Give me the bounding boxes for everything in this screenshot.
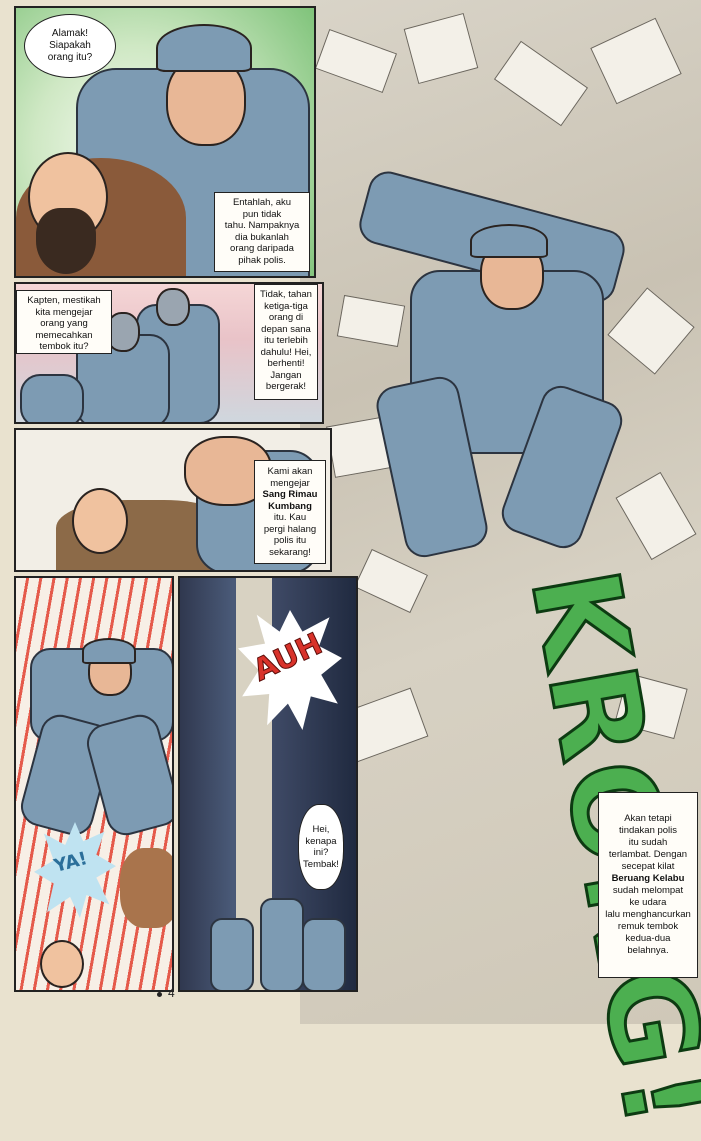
splash-narration-text: sudah melompat ke udara lalu menghancurkan remuk tembok kedua-dua belahnya. bbox=[605, 885, 691, 956]
panel3-caption-text: itu. Kau pergi halang polis itu sekarang! bbox=[263, 512, 317, 558]
wall-debris bbox=[337, 295, 405, 347]
page-dot bbox=[157, 992, 162, 997]
police-officer bbox=[302, 918, 346, 992]
bald-man-head bbox=[40, 940, 84, 988]
bald-man-head bbox=[72, 488, 128, 554]
ya-sound-effect: YA! bbox=[51, 848, 90, 877]
wall-debris bbox=[590, 18, 681, 105]
auh-sound-effect: AUH bbox=[247, 626, 328, 689]
wall-debris bbox=[315, 29, 397, 93]
splash-narration-name: Beruang Kelabu bbox=[611, 873, 685, 884]
panel-4 bbox=[14, 576, 174, 992]
wall-debris bbox=[354, 549, 428, 613]
masked-thug-head bbox=[156, 288, 190, 326]
wall-debris bbox=[494, 41, 588, 127]
brown-figure bbox=[120, 848, 174, 928]
panel3-caption-text: Kami akan mengejar bbox=[267, 466, 313, 489]
police-officer bbox=[210, 918, 254, 992]
speech-bubble: Hei, kenapa ini? Tembak! bbox=[298, 804, 344, 890]
splash-narration-box bbox=[598, 792, 698, 978]
police-officer bbox=[260, 898, 304, 992]
wall-debris bbox=[615, 472, 696, 560]
panel2-caption-right: Tidak, tahan ketiga-tiga orang di depan sana itu terlebih dahulu! Hei, berhenti! Jangan bergerak! bbox=[254, 284, 318, 400]
panel1-caption: Entahlah, aku pun tidak tahu. Nampaknya dia bukanlah orang daripada pihak polis. bbox=[214, 192, 310, 272]
officer-cap bbox=[156, 24, 252, 72]
wall-debris bbox=[404, 13, 479, 84]
splash-narration-text: Akan tetapi tindakan polis itu sudah terlambat. Dengan secepat kilat bbox=[608, 813, 688, 872]
wall-debris bbox=[607, 287, 694, 374]
page-number: 4 bbox=[168, 986, 175, 1000]
panel2-caption-left: Kapten, mestikah kita mengejar orang yang memecahkan tembok itu? bbox=[16, 290, 112, 354]
panel3-caption bbox=[254, 460, 326, 564]
bald-man-beard bbox=[36, 208, 96, 274]
grey-bear-cap bbox=[470, 224, 548, 258]
speech-bubble: Alamak! Siapakah orang itu? bbox=[24, 14, 116, 78]
thug bbox=[20, 374, 84, 424]
panel3-caption-name: Sang Rimau Kumbang bbox=[262, 489, 318, 512]
grey-bear-cap bbox=[82, 638, 136, 664]
